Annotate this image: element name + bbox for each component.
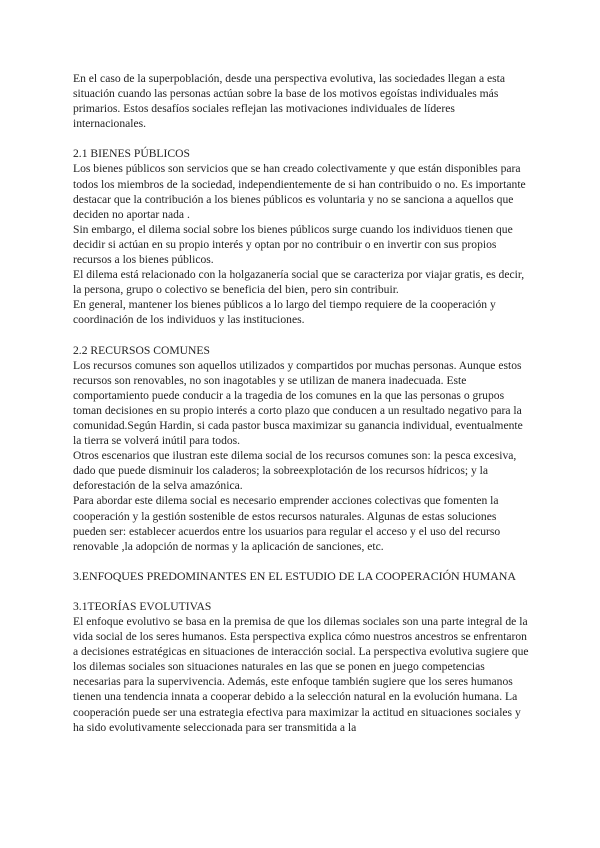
section-2-1-paragraph: Sin embargo, el dilema social sobre los bienes públicos surge cuando los individuos tienen que decidir si actúan en su propio interés y optan por no contribuir o en invertir con sus propios recursos a los bienes públicos. <box>73 222 513 267</box>
spacer <box>73 554 529 569</box>
section-2-1-paragraph: El dilema está relacionado con la holgazanería social que se caracteriza por viajar gratis, es decir, la persona, grupo o colectivo se beneficia del bien, pero sin contribuir. <box>73 268 525 297</box>
section-2-2-paragraph: Para abordar este dilema social es necesario emprender acciones colectivas que fomenten la cooperación y la gestión sostenible de estos recursos naturales. Algunas de estas soluciones pueden ser: establecer acuerdos entre los usuarios para regular el acceso y el uso del recurso renovable ,la adopción de normas y la aplicación de sanciones, etc. <box>73 494 501 553</box>
document-page <box>73 71 529 735</box>
spacer <box>73 584 529 599</box>
section-2-1-paragraph: En general, mantener los bienes públicos a lo largo del tiempo requiere de la cooperación y coordinación de los individuos y las instituciones. <box>73 298 496 327</box>
section-3-1-heading: 3.1TEORÍAS EVOLUTIVAS <box>73 599 212 613</box>
section-2-1-paragraph: Los bienes públicos son servicios que se han creado colectivamente y que están disponibles para todos los miembros de la sociedad, independientemente de si han contribuido o no. Es importante destacar que la contribución a los bienes públicos es voluntaria y no se sanciona a aquellos que deciden no aportar nada . <box>73 162 526 221</box>
intro-paragraph: En el caso de la superpoblación, desde una perspectiva evolutiva, las sociedades llegan a esta situación cuando las personas actúan sobre la base de los motivos egoístas individuales más primarios. Estos desafíos sociales reflejan las motivaciones individuales de líderes internacionales. <box>73 72 506 131</box>
section-2-2-paragraph: Otros escenarios que ilustran este dilema social de los recursos comunes son: la pesca excesiva, dado que puede disminuir los caladeros; la sobreexplotación de los recursos hídricos; y la deforestación de la selva amazónica. <box>73 449 517 493</box>
section-3-heading: 3.ENFOQUES PREDOMINANTES EN EL ESTUDIO DE LA COOPERACIÓN HUMANA <box>73 568 516 583</box>
section-2-2-paragraph: Los recursos comunes son aquellos utilizados y compartidos por muchas personas. Aunque estos recursos son renovables, no son inagotables y se utilizan de manera inadecuada. Este comportamiento puede conducir a la tragedia de los comunes en la que las personas o grupos toman decisiones en su propio interés a corto plazo que conducen a un resultado negativo para la comunidad.Según Hardin, si cada pastor busca maximizar su ganancia individual, eventualmente la tierra se volverá inútil para todos. <box>73 358 523 448</box>
section-3-1-paragraph: El enfoque evolutivo se basa en la premisa de que los dilemas sociales son una parte integral de la vida social de los seres humanos. Esta perspectiva explica cómo nuestros ancestros se enfrentaron a decisiones estratégicas en situaciones de interacción social. La perspectiva evolutiva sugiere que los dilemas sociales son situaciones naturales en las que se ponen en juego competencias necesarias para la supervivencia. Además, este enfoque también sugiere que los seres humanos tienen una tendencia innata a cooperar debido a la selección natural en la evolución humana. La cooperación puede ser una estrategia efectiva para maximizar la actitud en situaciones sociales y ha sido evolutivamente seleccionada para ser transmitida a la <box>73 615 529 734</box>
section-2-2-heading: 2.2 RECURSOS COMUNES <box>73 343 210 357</box>
section-2-1-heading: 2.1 BIENES PÚBLICOS <box>73 147 190 161</box>
spacer <box>73 328 529 343</box>
spacer <box>73 131 529 146</box>
